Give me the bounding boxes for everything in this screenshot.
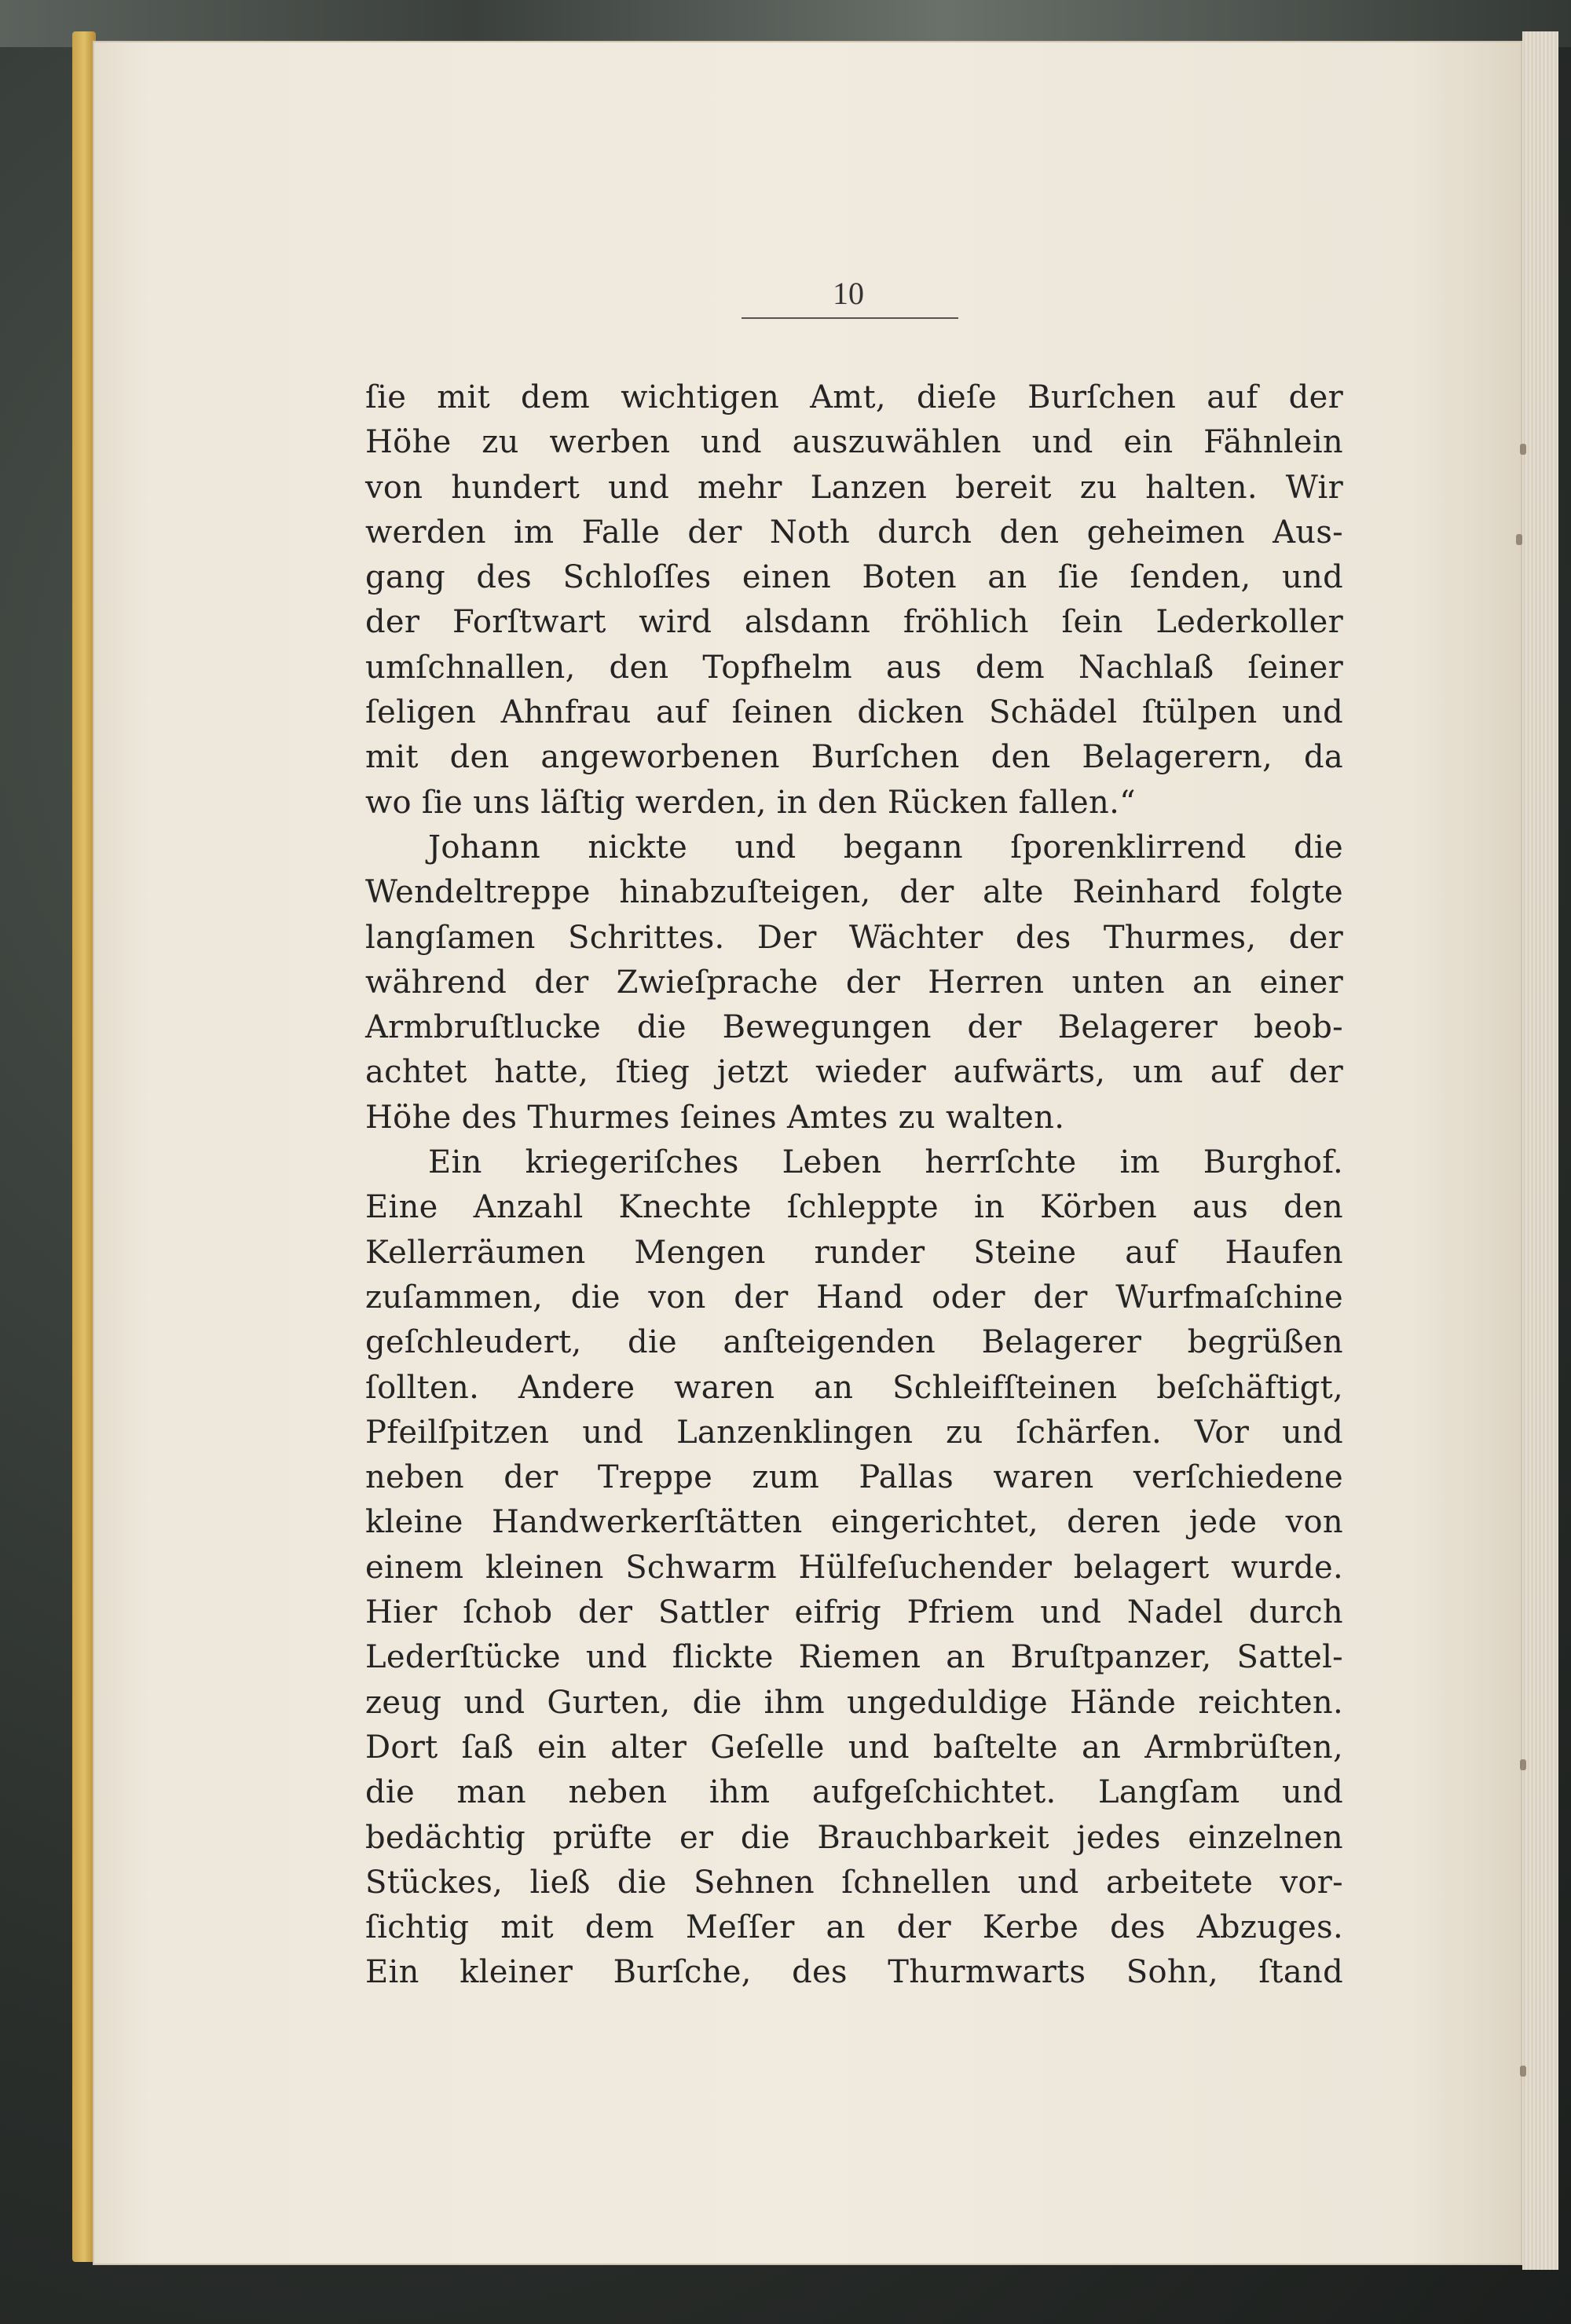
text-line: mit den angeworbenen Burſchen den Belagerern, da: [365, 739, 1343, 776]
margin-speck: [1520, 2066, 1526, 2077]
text-line: geſchleudert, die anſteigenden Belagerer begrüßen: [365, 1324, 1343, 1361]
text-line: Pfeilſpitzen und Lanzenklingen zu ſchärfen. Vor und: [365, 1414, 1343, 1451]
text-line: Ein kleiner Burſche, des Thurmwarts Sohn, ſtand: [365, 1954, 1343, 1991]
margin-speck: [1520, 444, 1526, 455]
text-line: neben der Treppe zum Pallas waren verſchiedene: [365, 1459, 1343, 1496]
page-number-rule: [742, 317, 958, 319]
text-line: einem kleinen Schwarm Hülfeſuchender belagert wurde.: [365, 1549, 1343, 1586]
text-line: ſichtig mit dem Meſſer an der Kerbe des Abzuges.: [365, 1909, 1343, 1946]
margin-speck: [1516, 534, 1522, 545]
text-line: Höhe des Thurmes ſeines Amtes zu walten.: [365, 1099, 1065, 1136]
text-line: wo ſie uns läſtig werden, in den Rücken fallen.“: [365, 784, 1136, 821]
text-line: Kellerräumen Mengen runder Steine auf Haufen: [365, 1234, 1343, 1271]
text-line: die man neben ihm aufgeſchichtet. Langſam und: [365, 1774, 1343, 1811]
text-line: langſamen Schrittes. Der Wächter des Thurmes, der: [365, 919, 1343, 956]
text-line: ſeligen Ahnfrau auf ſeinen dicken Schädel ſtülpen und: [365, 694, 1343, 731]
text-line: von hundert und mehr Lanzen bereit zu halten. Wir: [365, 469, 1343, 506]
text-line: Ein kriegeriſches Leben herrſchte im Burghof.: [428, 1144, 1343, 1181]
text-line: ſollten. Andere waren an Schleifſteinen beſchäftigt,: [365, 1369, 1343, 1406]
text-line: Eine Anzahl Knechte ſchleppte in Körben aus den: [365, 1189, 1343, 1226]
text-line: kleine Handwerkerſtätten eingerichtet, deren jede von: [365, 1504, 1343, 1541]
margin-speck: [1520, 1759, 1526, 1770]
text-line: werden im Falle der Noth durch den geheimen Aus-: [365, 514, 1343, 551]
text-line: während der Zwieſprache der Herren unten an einer: [365, 964, 1343, 1001]
text-line: ſie mit dem wichtigen Amt, dieſe Burſchen auf der: [365, 379, 1343, 415]
text-line: bedächtig prüfte er die Brauchbarkeit jedes einzelnen: [365, 1819, 1343, 1856]
text-line: umſchnallen, den Topfhelm aus dem Nachlaß ſeiner: [365, 649, 1343, 686]
text-line: Höhe zu werben und auszuwählen und ein Fähnlein: [365, 424, 1343, 461]
text-line: Dort ſaß ein alter Geſelle und baſtelte an Armbrüſten,: [365, 1729, 1343, 1766]
text-line: gang des Schloſſes einen Boten an ſie ſenden, und: [365, 559, 1343, 596]
text-line: zuſammen, die von der Hand oder der Wurfmaſchine: [365, 1279, 1343, 1316]
body-text: [365, 375, 1343, 1996]
text-line: der Forſtwart wird alsdann fröhlich ſein Lederkoller: [365, 604, 1343, 641]
text-line: Wendeltreppe hinabzuſteigen, der alte Reinhard folgte: [365, 874, 1343, 911]
book-cover-top: [0, 0, 1571, 47]
text-line: Hier ſchob der Sattler eifrig Pfriem und Nadel durch: [365, 1594, 1343, 1631]
page-fore-edge: [1522, 31, 1558, 2270]
text-line: achtet hatte, ſtieg jetzt wieder aufwärts, um auf der: [365, 1054, 1343, 1091]
text-line: Armbruſtlucke die Bewegungen der Belagerer beob-: [365, 1009, 1343, 1046]
text-line: Johann nickte und begann ſporenklirrend die: [428, 829, 1343, 866]
text-line: Lederſtücke und flickte Riemen an Bruſtpanzer, Sattel-: [365, 1639, 1343, 1676]
text-line: zeug und Gurten, die ihm ungeduldige Hände reichten.: [365, 1684, 1343, 1721]
text-line: Stückes, ließ die Sehnen ſchnellen und arbeitete vor-: [365, 1864, 1343, 1901]
page-number: 10: [833, 276, 864, 311]
